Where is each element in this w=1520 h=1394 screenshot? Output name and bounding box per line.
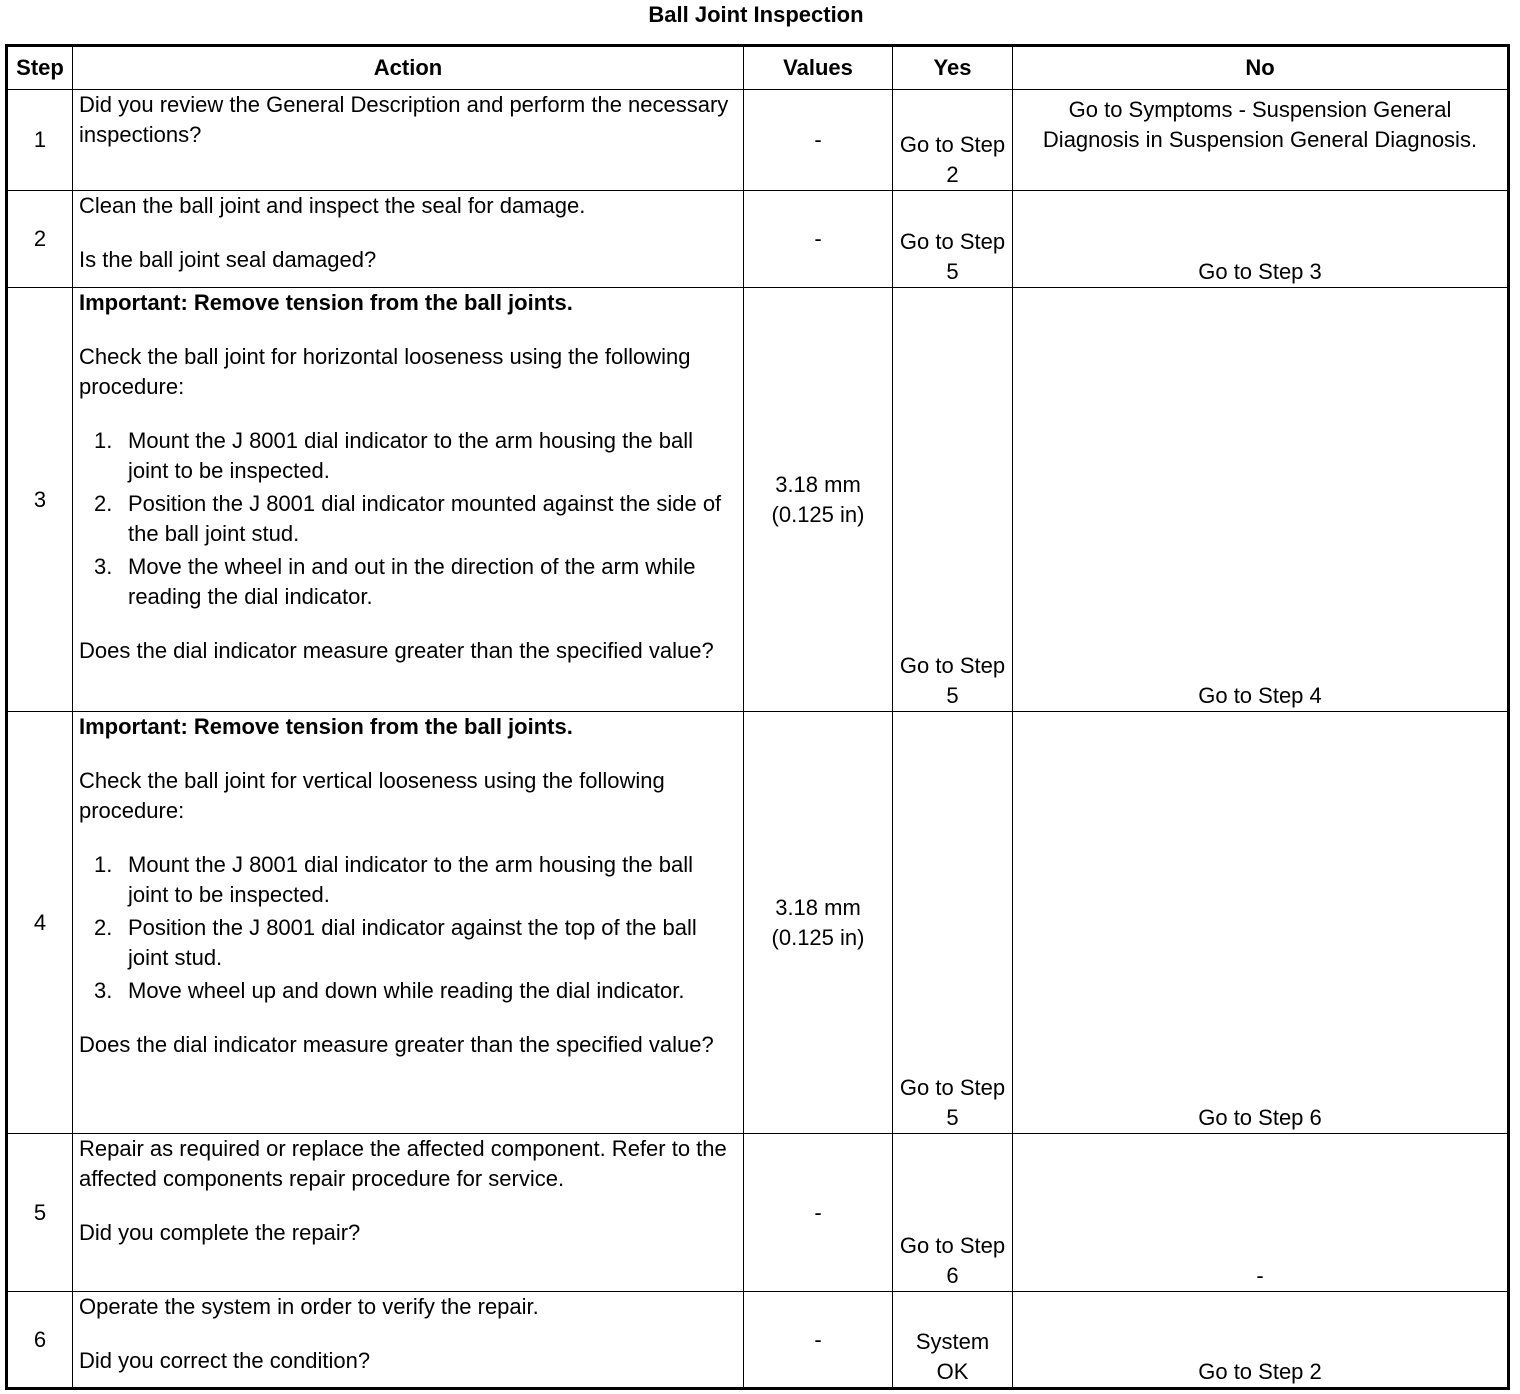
action-cell (73, 1134, 744, 1292)
yes-cell (893, 1134, 1013, 1292)
procedure-step: 2. Position the J 8001 dial indicator mounted against the side of the ball joint stud. (94, 491, 722, 546)
action-question: Is the ball joint seal damaged? (79, 247, 377, 272)
header-values: Values (744, 46, 893, 90)
table-row-step-6 (7, 1292, 1509, 1389)
diagnostic-table (5, 44, 1510, 1390)
step-number: 5 (7, 1134, 73, 1292)
yes-link[interactable]: Go to Step 2 (899, 132, 1006, 187)
procedure-step: 1. Mount the J 8001 dial indicator to the arm housing the ball joint to be inspected. (94, 852, 694, 907)
no-link[interactable]: Go to Step 2 (1198, 1359, 1322, 1384)
procedure-intro: Check the ball joint for vertical looseness using the following procedure: (79, 768, 665, 823)
header-no: No (1013, 46, 1509, 90)
procedure-step: 2. Position the J 8001 dial indicator against the top of the ball joint stud. (94, 915, 697, 970)
action-text: Operate the system in order to verify the repair. (79, 1294, 539, 1319)
table-row-step-5 (7, 1134, 1509, 1292)
action-question: Does the dial indicator measure greater than the specified value? (79, 1032, 714, 1057)
action-question: Does the dial indicator measure greater than the specified value? (79, 638, 714, 663)
header-step: Step (7, 46, 73, 90)
action-cell (73, 712, 744, 1134)
important-note: Important: Remove tension from the ball joints. (79, 714, 573, 739)
value-cell: 3.18 mm (0.125 in) (744, 288, 893, 712)
step-number: 6 (7, 1292, 73, 1389)
procedure-intro: Check the ball joint for horizontal looseness using the following procedure: (79, 344, 691, 399)
no-cell (1013, 288, 1509, 712)
no-value: - (1256, 1263, 1264, 1288)
action-question: Did you complete the repair? (79, 1220, 361, 1245)
yes-cell (893, 712, 1013, 1134)
yes-link[interactable]: Go to Step 5 (899, 1075, 1006, 1130)
step-number: 3 (7, 288, 73, 712)
no-cell (1013, 1134, 1509, 1292)
header-action: Action (73, 46, 744, 90)
header-row (7, 46, 1509, 90)
yes-link[interactable]: Go to Step 5 (899, 229, 1006, 284)
yes-cell (893, 191, 1013, 288)
no-cell (1013, 90, 1509, 191)
value-cell: - (744, 90, 893, 191)
step-number: 4 (7, 712, 73, 1134)
no-cell (1013, 712, 1509, 1134)
table-row-step-2 (7, 191, 1509, 288)
table-row-step-3 (7, 288, 1509, 712)
action-text: Repair as required or replace the affected component. Refer to the affected components repair procedure for service. (79, 1136, 727, 1191)
action-cell (73, 1292, 744, 1389)
yes-cell (893, 90, 1013, 191)
procedure-list (79, 850, 737, 1006)
yes-cell (893, 1292, 1013, 1389)
table-row-step-1 (7, 90, 1509, 191)
action-question: Did you correct the condition? (79, 1348, 371, 1373)
action-cell (73, 288, 744, 712)
no-link[interactable]: Go to Step 3 (1198, 259, 1322, 284)
yes-link[interactable]: Go to Step 5 (899, 653, 1006, 708)
no-link[interactable]: Go to Step 6 (1198, 1105, 1322, 1130)
procedure-step: 3. Move wheel up and down while reading the dial indicator. (94, 978, 685, 1003)
step-number: 2 (7, 191, 73, 288)
action-cell (73, 90, 744, 191)
table-row-step-4 (7, 712, 1509, 1134)
step-number: 1 (7, 90, 73, 191)
procedure-step: 3. Move the wheel in and out in the direction of the arm while reading the dial indicator. (94, 554, 696, 609)
action-text: Clean the ball joint and inspect the seal for damage. (79, 193, 586, 218)
no-cell (1013, 1292, 1509, 1389)
action-cell (73, 191, 744, 288)
yes-link[interactable]: System OK (915, 1329, 990, 1384)
action-text: Did you review the General Description and perform the necessary inspections? (79, 92, 729, 147)
procedure-step: 1. Mount the J 8001 dial indicator to the arm housing the ball joint to be inspected. (94, 428, 694, 483)
header-yes: Yes (893, 46, 1013, 90)
yes-cell (893, 288, 1013, 712)
value-cell: - (744, 1292, 893, 1389)
yes-link[interactable]: Go to Step 6 (899, 1233, 1006, 1288)
value-cell: 3.18 mm (0.125 in) (744, 712, 893, 1134)
page-title: Ball Joint Inspection (648, 2, 864, 27)
no-cell (1013, 191, 1509, 288)
procedure-list (79, 426, 737, 612)
value-cell: - (744, 1134, 893, 1292)
no-link[interactable]: Go to Step 4 (1198, 683, 1322, 708)
important-note: Important: Remove tension from the ball joints. (79, 290, 573, 315)
no-link[interactable]: Go to Symptoms - Suspension General Diagnosis in Suspension General Diagnosis. (1042, 97, 1478, 152)
value-cell: - (744, 191, 893, 288)
